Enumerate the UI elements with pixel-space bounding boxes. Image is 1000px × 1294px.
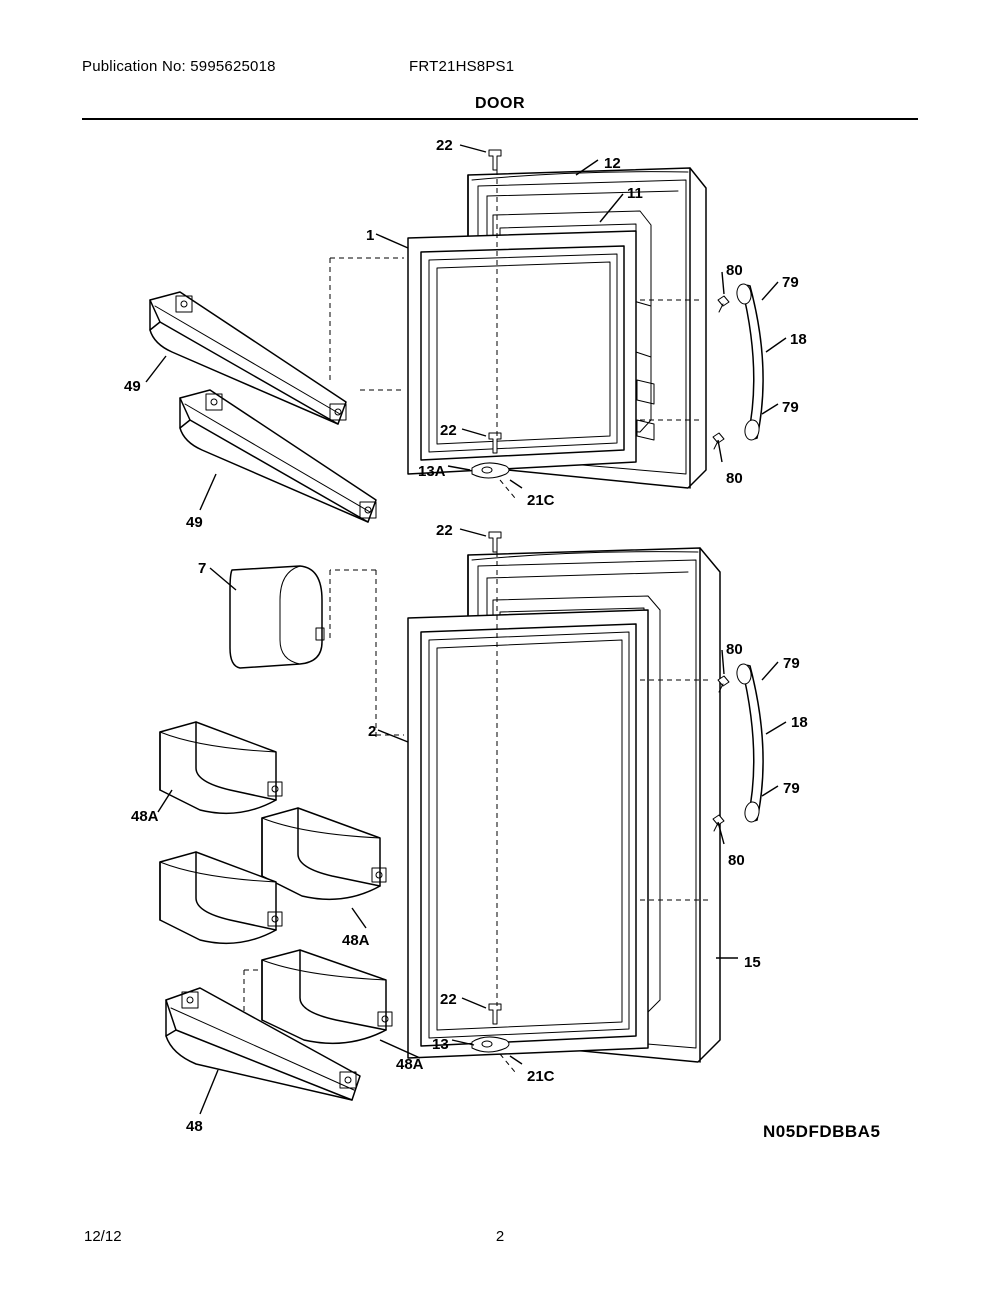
callout-48: 48 — [186, 1118, 203, 1135]
callout-48A-b: 48A — [342, 932, 370, 949]
callout-15: 15 — [744, 954, 761, 971]
callout-18: 18 — [790, 331, 807, 348]
callout-21C-b: 21C — [527, 1068, 555, 1085]
callout-13A: 13A — [418, 463, 446, 480]
callout-2: 2 — [368, 723, 377, 740]
callout-49-b: 49 — [186, 514, 203, 531]
callout-80-b: 80 — [726, 470, 743, 487]
callout-13: 13 — [432, 1036, 449, 1053]
callout-22-b: 22 — [440, 422, 457, 439]
callout-80: 80 — [726, 262, 743, 279]
page-title: DOOR — [475, 95, 525, 112]
callout-79-d: 79 — [783, 780, 800, 797]
callout-18-b: 18 — [791, 714, 808, 731]
callout-22: 22 — [436, 137, 453, 154]
callout-22-d: 22 — [440, 991, 457, 1008]
model-number: FRT21HS8PS1 — [409, 58, 515, 75]
callout-80-c: 80 — [726, 641, 743, 658]
callout-79-c: 79 — [783, 655, 800, 672]
callout-7: 7 — [198, 560, 207, 577]
callout-48A-c: 48A — [396, 1056, 424, 1073]
callout-21C: 21C — [527, 492, 555, 509]
callout-79-b: 79 — [782, 399, 799, 416]
callout-12: 12 — [604, 155, 621, 172]
footer-date: 12/12 — [84, 1228, 122, 1245]
callout-48A: 48A — [131, 808, 159, 825]
publication-number: Publication No: 5995625018 — [82, 58, 276, 75]
drawing-code: N05DFDBBA5 — [763, 1122, 881, 1141]
callout-1: 1 — [366, 227, 375, 244]
callout-11: 11 — [627, 185, 643, 202]
callout-80-d: 80 — [728, 852, 745, 869]
callout-49: 49 — [124, 378, 141, 395]
footer-page-number: 2 — [495, 1228, 505, 1245]
callout-79: 79 — [782, 274, 799, 291]
callout-22-c: 22 — [436, 522, 453, 539]
